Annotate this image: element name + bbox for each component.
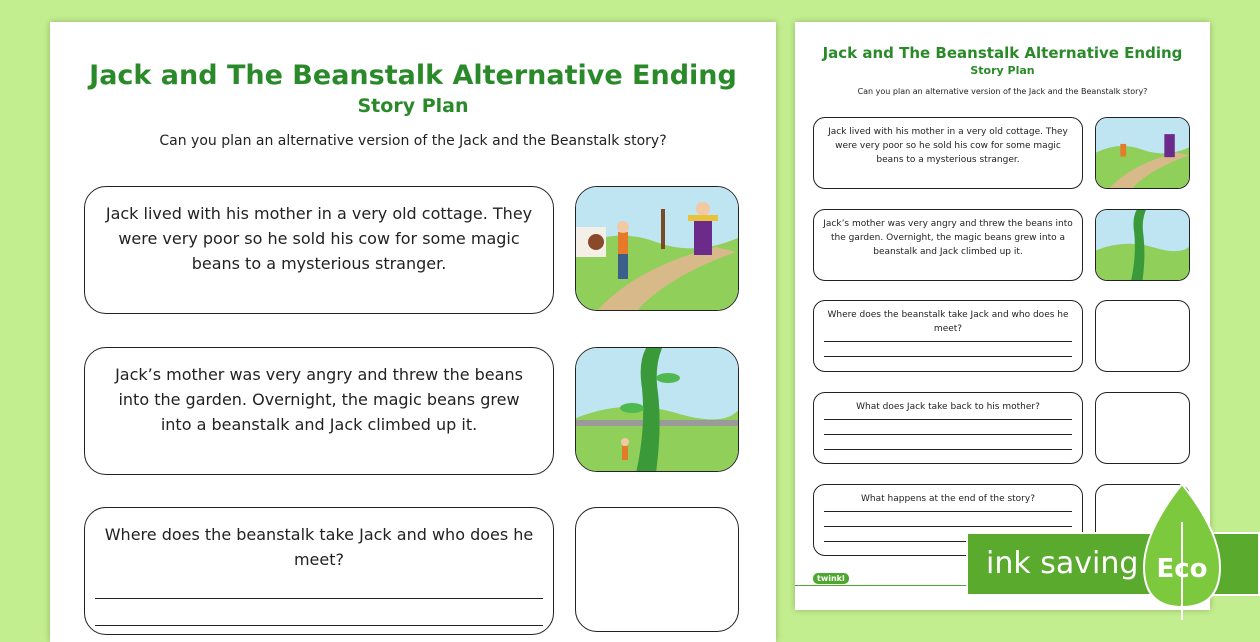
story-box-text: What does Jack take back to his mother? — [856, 402, 1040, 412]
writing-lines — [824, 341, 1072, 357]
story-box-3 — [813, 300, 1083, 372]
worksheet-question: Can you plan an alternative version of the Jack and the Beanstalk story? — [857, 87, 1148, 96]
story-box-text: Where does the beanstalk take Jack and who does he meet? — [104, 525, 534, 569]
story-box-3 — [84, 507, 554, 635]
story-box-text: What happens at the end of the story? — [861, 494, 1035, 504]
story-box-4 — [813, 392, 1083, 464]
worksheet-title: Jack and The Beanstalk Alternative Ending — [89, 60, 737, 91]
story-box-2 — [813, 209, 1083, 281]
writing-lines — [95, 598, 543, 626]
story-box-text: Jack lived with his mother in a very old cottage. They were very poor so he sold his cow for some magic beans to a mysterious stranger. — [828, 127, 1068, 165]
beanstalk-picture — [575, 347, 739, 472]
story-box-1 — [813, 117, 1083, 189]
writing-lines — [824, 419, 1072, 450]
eco-leaf-icon — [1140, 482, 1224, 622]
empty-picture-box — [1095, 392, 1190, 464]
worksheet-subtitle: Story Plan — [970, 64, 1035, 77]
worksheet-page-large — [50, 22, 776, 642]
empty-picture-box — [575, 507, 739, 632]
empty-picture-box — [1095, 300, 1190, 372]
jack-cow-stranger-picture — [575, 186, 739, 311]
ink-saving-label: ink saving — [986, 546, 1139, 581]
story-box-text: Jack’s mother was very angry and threw the beans into the garden. Overnight, the magic beans grew into a beanstalk and Jack climbed up it. — [823, 219, 1073, 257]
twinkl-logo: twinkl — [813, 573, 849, 584]
story-box-text: Jack lived with his mother in a very old cottage. They were very poor so he sold his cow for some magic beans to a mysterious stranger. — [105, 204, 533, 273]
story-box-1 — [84, 186, 554, 314]
worksheet-subtitle: Story Plan — [357, 95, 469, 117]
beanstalk-picture — [1095, 209, 1190, 281]
worksheet-question: Can you plan an alternative version of the Jack and the Beanstalk story? — [159, 133, 667, 149]
story-box-2 — [84, 347, 554, 475]
story-box-text: Jack’s mother was very angry and threw the beans into the garden. Overnight, the magic beans grew into a beanstalk and Jack climbed up it. — [115, 365, 523, 434]
eco-leaf-label: Eco — [1156, 554, 1208, 584]
jack-cow-stranger-picture — [1095, 117, 1190, 189]
worksheet-title: Jack and The Beanstalk Alternative Ending — [822, 44, 1183, 62]
story-box-text: Where does the beanstalk take Jack and who does he meet? — [827, 310, 1069, 334]
